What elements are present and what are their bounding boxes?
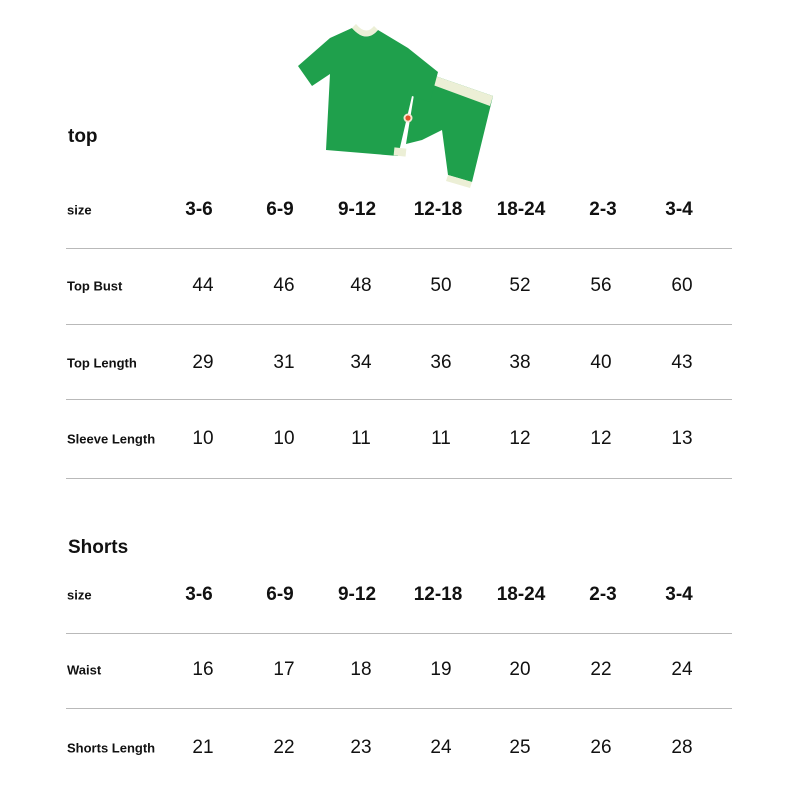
size-column-header: 3-6 (185, 199, 213, 220)
size-column-header: 12-18 (413, 199, 463, 220)
size-column-header: 3-4 (665, 199, 693, 220)
table-cell: 11 (351, 428, 371, 449)
table-cell: 34 (350, 352, 372, 373)
table-divider (66, 708, 732, 709)
table-cell: 25 (509, 737, 531, 758)
table-cell: 21 (192, 737, 214, 758)
table-divider (66, 248, 732, 249)
table-cell: 56 (590, 275, 612, 296)
table-cell: 50 (430, 275, 452, 296)
row-label: Sleeve Length (67, 431, 156, 447)
table-cell: 43 (671, 352, 693, 373)
table-cell: 10 (273, 428, 295, 449)
table-divider (66, 633, 732, 634)
table-cell: 16 (192, 659, 214, 680)
size-column-header: 6-9 (266, 199, 294, 220)
row-label: Shorts Length (67, 740, 156, 756)
table-cell: 19 (430, 659, 452, 680)
table-cell: 24 (671, 659, 693, 680)
table-cell: 13 (671, 428, 693, 449)
table-cell: 40 (590, 352, 612, 373)
table-cell: 52 (509, 275, 531, 296)
size-column-header: 3-6 (185, 584, 213, 605)
table-cell: 48 (350, 275, 372, 296)
table-cell: 12 (590, 428, 612, 449)
table-cell: 18 (350, 659, 372, 680)
table-cell: 36 (430, 352, 452, 373)
table-cell: 10 (192, 428, 214, 449)
row-label: Waist (67, 662, 102, 678)
size-column-header: 2-3 (589, 584, 617, 605)
table-cell: 22 (590, 659, 612, 680)
table-cell: 12 (509, 428, 531, 449)
size-column-header: 9-12 (337, 199, 377, 220)
table-cell: 23 (350, 737, 372, 758)
table-cell: 31 (273, 352, 295, 373)
size-column-header: 2-3 (589, 199, 617, 220)
table-cell: 28 (671, 737, 693, 758)
table-cell: 46 (273, 275, 295, 296)
shorts-section-title: Shorts (68, 537, 129, 558)
table-cell: 11 (431, 428, 451, 449)
table-cell: 22 (273, 737, 295, 758)
size-column-header: 12-18 (413, 584, 463, 605)
top-section-title: top (68, 126, 98, 147)
size-column-header: 6-9 (266, 584, 294, 605)
table-cell: 38 (509, 352, 531, 373)
table-divider (66, 399, 732, 400)
size-column-header: 3-4 (665, 584, 693, 605)
product-image-tshirt-and-shorts (290, 18, 500, 188)
table-cell: 44 (192, 275, 214, 296)
table-cell: 20 (509, 659, 531, 680)
row-label: Top Bust (67, 278, 123, 294)
table-cell: 60 (671, 275, 693, 296)
table-cell: 29 (192, 352, 214, 373)
size-label: size (67, 202, 92, 218)
row-label: Top Length (67, 355, 137, 371)
table-cell: 26 (590, 737, 612, 758)
table-cell: 17 (273, 659, 295, 680)
table-divider (66, 324, 732, 325)
size-column-header: 18-24 (496, 584, 546, 605)
size-column-header: 18-24 (496, 199, 546, 220)
size-column-header: 9-12 (337, 584, 377, 605)
table-cell: 24 (430, 737, 452, 758)
size-label: size (67, 587, 92, 603)
table-divider (66, 478, 732, 479)
